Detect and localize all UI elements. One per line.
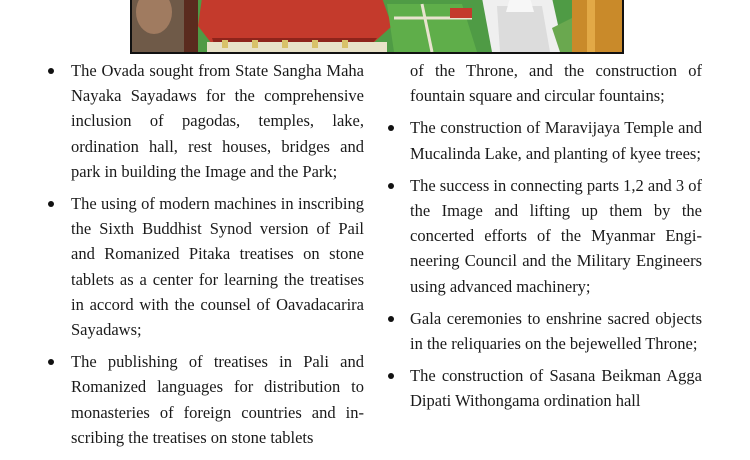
- list-item: [48, 191, 364, 342]
- left-column: [48, 58, 364, 457]
- bullet-icon: [48, 359, 54, 365]
- list-item-text: The using of modern machines in inscribing the Sixth Buddhist Synod version of Pail and Romanized Pitaka treatises on stone tablets as a center for learning the treatises in accord with the counsel of Oavadacarira Sayadaws;: [71, 194, 364, 340]
- list-item-text: The Ovada sought from State Sangha Maha Nayaka Sayadaws for the comprehensive inclusion of pagodas, temples, lake, ordination hall, rest houses, bridges and park in building the Image and the Park;: [71, 61, 364, 181]
- list-item-text: The construction of Sasana Beikman Agga Dipati Withongama ordination hall: [410, 366, 702, 411]
- list-item-text: The construction of Maravijaya Temple and Mucalinda Lake, and planting of kyee trees;: [410, 118, 702, 163]
- bullet-icon: [388, 183, 394, 189]
- model-photo: [130, 0, 624, 54]
- bullet-icon: [48, 68, 54, 74]
- list-item-text: Gala ceremonies to enshrine sacred objects in the reliquaries on the bejewelled Throne;: [410, 308, 702, 354]
- list-item-text: The publishing of treatises in Pali and Romanized languages for distribution to monasteries of foreign countries and inscribing the treatises on stone tablets: [71, 352, 364, 447]
- bullet-icon: [388, 316, 394, 322]
- list-item: [388, 173, 702, 299]
- list-item: [388, 306, 702, 356]
- continued-paragraph: [388, 58, 702, 108]
- list-item: [48, 58, 364, 184]
- list-item-text: The success in connecting parts 1,2 and 3 of the Image and lifting up them by the concerted efforts of the Myanmar Engineering Council and the Military Engineers using advanced machinery;: [410, 175, 702, 296]
- list-item: [388, 363, 702, 413]
- right-column: [388, 58, 702, 421]
- model-photo-illustration: [132, 0, 622, 52]
- bullet-icon: [48, 201, 54, 207]
- list-item: [48, 349, 364, 450]
- list-item: [388, 115, 702, 165]
- bullet-icon: [388, 373, 394, 379]
- bullet-icon: [388, 125, 394, 131]
- continued-text: of the Throne, and the construction of fountain square and circular fountains;: [410, 61, 702, 106]
